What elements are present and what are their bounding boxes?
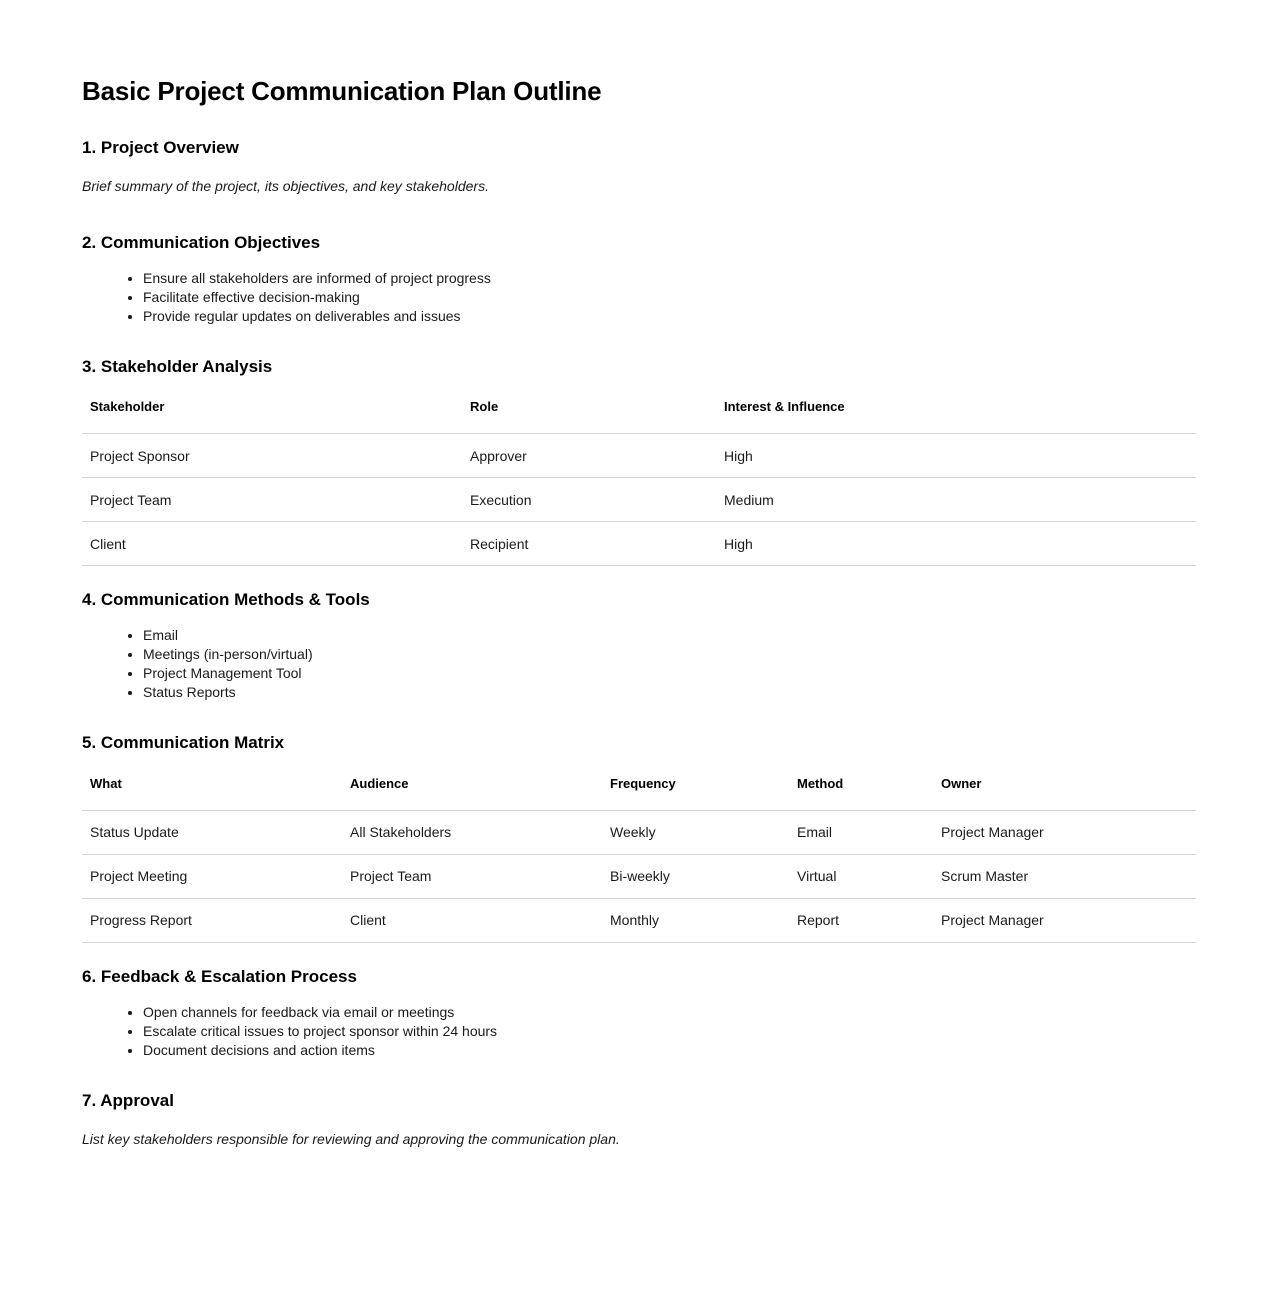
- cell-audience: All Stakeholders: [342, 810, 602, 854]
- column-header-owner: Owner: [933, 776, 1196, 811]
- spacer: [82, 566, 1196, 589]
- feedback-list: [82, 1003, 1196, 1060]
- objectives-list: [82, 269, 1196, 326]
- cell-stakeholder: Project Sponsor: [82, 434, 462, 478]
- cell-stakeholder: Project Team: [82, 478, 462, 522]
- communication-matrix-table: [82, 776, 1196, 943]
- section-stakeholder-analysis: [82, 356, 1196, 566]
- list-item: • Meetings (in-person/virtual): [143, 645, 1196, 664]
- column-header-frequency: Frequency: [602, 776, 789, 811]
- spacer: [82, 326, 1196, 356]
- section-heading-3: 3. Stakeholder Analysis: [82, 356, 273, 376]
- cell-interest-influence: High: [716, 522, 1196, 566]
- cell-method: Virtual: [789, 854, 933, 898]
- section-feedback-escalation: [82, 966, 1196, 1060]
- cell-interest-influence: Medium: [716, 478, 1196, 522]
- section-communication-matrix: [82, 732, 1196, 942]
- table-row: [82, 434, 1196, 478]
- cell-audience: Project Team: [342, 854, 602, 898]
- cell-owner: Project Manager: [933, 898, 1196, 942]
- spacer: [82, 943, 1196, 966]
- cell-role: Approver: [462, 434, 716, 478]
- section-communication-methods: [82, 589, 1196, 702]
- spacer: [82, 702, 1196, 732]
- list-item: • Status Reports: [143, 683, 1196, 702]
- stakeholder-analysis-table: [82, 399, 1196, 566]
- cell-stakeholder: Client: [82, 522, 462, 566]
- spacer: [82, 197, 1196, 232]
- spacer: [82, 1060, 1196, 1090]
- section-heading-7: 7. Approval: [82, 1090, 174, 1110]
- column-header-what: What: [82, 776, 342, 811]
- table-row: [82, 522, 1196, 566]
- list-item: • Open channels for feedback via email or meetings: [143, 1003, 1196, 1022]
- section-heading-1: 1. Project Overview: [82, 138, 239, 158]
- cell-interest-influence: High: [716, 434, 1196, 478]
- column-header-interest-influence: Interest & Influence: [716, 399, 1196, 434]
- cell-what: Project Meeting: [82, 854, 342, 898]
- table-row: [82, 854, 1196, 898]
- list-item: • Provide regular updates on deliverables and issues: [143, 307, 1196, 326]
- cell-frequency: Monthly: [602, 898, 789, 942]
- table-header-row: [82, 399, 1196, 434]
- methods-list: [82, 626, 1196, 702]
- cell-method: Email: [789, 810, 933, 854]
- section-approval: [82, 1090, 1196, 1150]
- section-paragraph-7: List key stakeholders responsible for reviewing and approving the communication plan.: [82, 1131, 620, 1148]
- section-heading-5: 5. Communication Matrix: [82, 733, 285, 753]
- cell-method: Report: [789, 898, 933, 942]
- section-paragraph-1: Brief summary of the project, its objectives, and key stakeholders.: [82, 178, 489, 195]
- cell-owner: Scrum Master: [933, 854, 1196, 898]
- cell-frequency: Bi-weekly: [602, 854, 789, 898]
- page-title: Basic Project Communication Plan Outline: [82, 76, 602, 106]
- list-item: • Project Management Tool: [143, 664, 1196, 683]
- section-heading-4: 4. Communication Methods & Tools: [82, 590, 370, 610]
- cell-owner: Project Manager: [933, 810, 1196, 854]
- section-heading-6: 6. Feedback & Escalation Process: [82, 966, 357, 986]
- list-item: • Ensure all stakeholders are informed of project progress: [143, 269, 1196, 288]
- cell-frequency: Weekly: [602, 810, 789, 854]
- list-item: • Email: [143, 626, 1196, 645]
- column-header-method: Method: [789, 776, 933, 811]
- column-header-audience: Audience: [342, 776, 602, 811]
- table-row: [82, 810, 1196, 854]
- list-item: • Document decisions and action items: [143, 1041, 1196, 1060]
- list-item: • Escalate critical issues to project sponsor within 24 hours: [143, 1022, 1196, 1041]
- cell-what: Status Update: [82, 810, 342, 854]
- table-header-row: [82, 776, 1196, 811]
- table-row: [82, 478, 1196, 522]
- section-heading-2: 2. Communication Objectives: [82, 232, 321, 252]
- column-header-stakeholder: Stakeholder: [82, 399, 462, 434]
- table-row: [82, 898, 1196, 942]
- cell-what: Progress Report: [82, 898, 342, 942]
- section-communication-objectives: [82, 232, 1196, 326]
- cell-role: Execution: [462, 478, 716, 522]
- column-header-role: Role: [462, 399, 716, 434]
- section-project-overview: [82, 137, 1196, 197]
- cell-audience: Client: [342, 898, 602, 942]
- cell-role: Recipient: [462, 522, 716, 566]
- list-item: • Facilitate effective decision-making: [143, 288, 1196, 307]
